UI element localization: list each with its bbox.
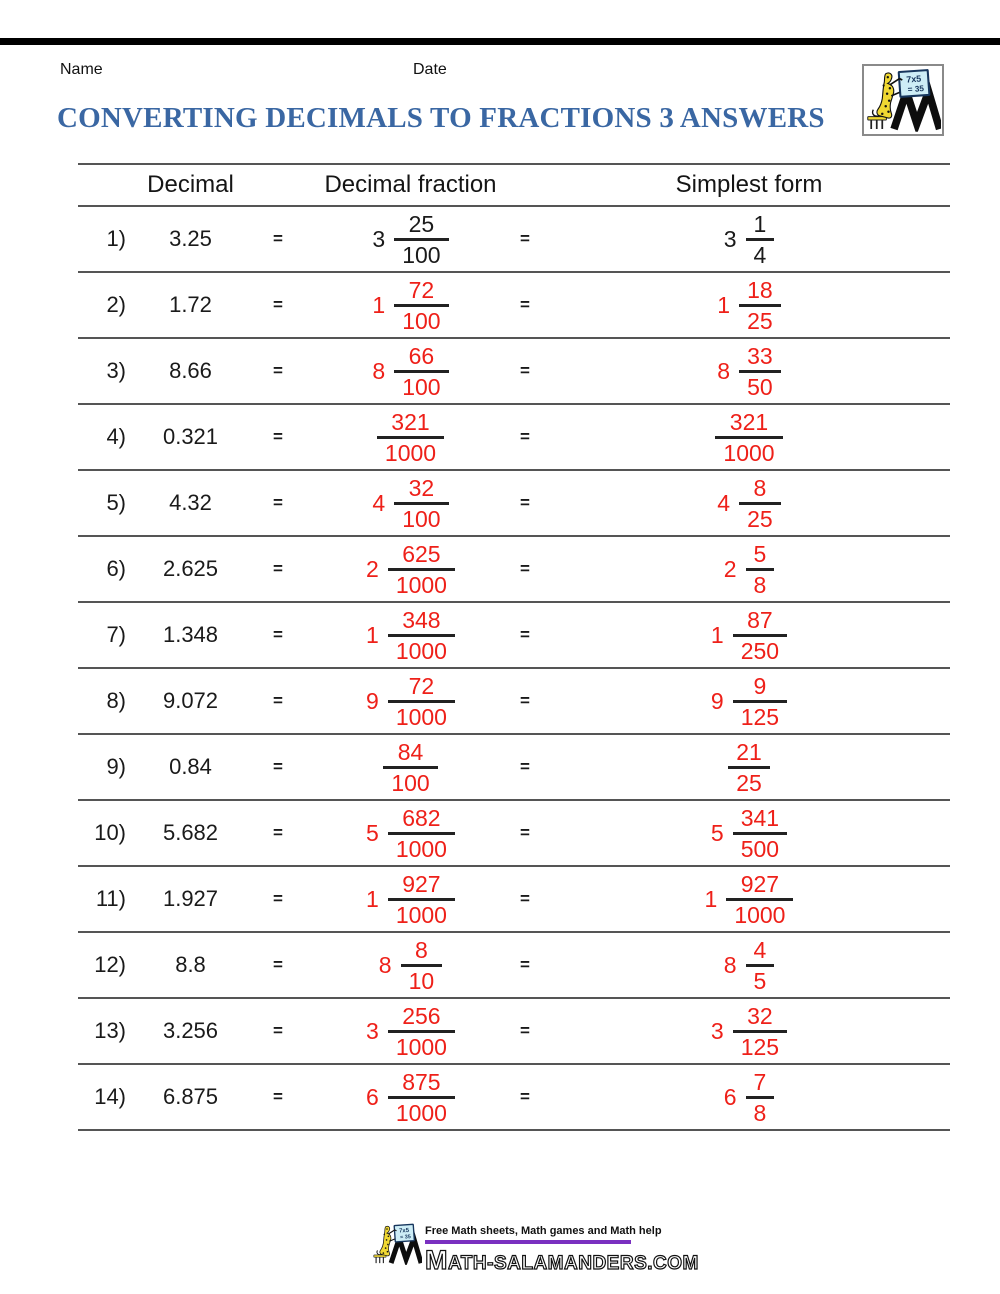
row-number: 7) bbox=[106, 622, 126, 647]
row-number: 13) bbox=[94, 1018, 126, 1043]
equals-sign: = bbox=[273, 295, 283, 314]
row-number: 10) bbox=[94, 820, 126, 845]
whole-number: 4 bbox=[372, 489, 386, 516]
denominator: 1000 bbox=[395, 1033, 447, 1060]
table-row bbox=[78, 999, 950, 1065]
numerator: 321 bbox=[729, 408, 769, 435]
fraction bbox=[388, 805, 455, 862]
fraction-bar bbox=[388, 898, 455, 901]
denominator: 500 bbox=[740, 835, 780, 862]
whole-number: 8 bbox=[723, 951, 737, 978]
equals-sign: = bbox=[273, 493, 283, 512]
equals-sign: = bbox=[520, 889, 530, 908]
header-decimal: Decimal bbox=[147, 171, 234, 198]
numerator: 682 bbox=[402, 804, 441, 831]
equals-sign: = bbox=[273, 559, 283, 578]
whole-number: 1 bbox=[372, 291, 386, 318]
fraction bbox=[746, 937, 775, 994]
numerator: 32 bbox=[408, 474, 435, 501]
whole-number: 2 bbox=[723, 555, 737, 582]
table-row bbox=[78, 207, 950, 273]
fraction-bar bbox=[394, 502, 448, 505]
fraction bbox=[746, 211, 775, 268]
answers-table bbox=[78, 163, 950, 1131]
row-number: 4) bbox=[106, 424, 126, 449]
denominator: 100 bbox=[391, 769, 430, 796]
numerator: 32 bbox=[747, 1002, 773, 1029]
numerator: 875 bbox=[402, 1068, 441, 1095]
whole-number: 2 bbox=[366, 555, 379, 582]
fraction bbox=[401, 937, 443, 994]
decimal-fraction-cell bbox=[303, 277, 518, 334]
footer bbox=[372, 1218, 699, 1276]
table-row bbox=[78, 933, 950, 999]
denominator: 1000 bbox=[723, 439, 775, 466]
whole-number: 3 bbox=[710, 1017, 724, 1044]
denominator: 5 bbox=[753, 967, 767, 994]
numerator: 256 bbox=[402, 1002, 441, 1029]
numerator: 18 bbox=[747, 276, 773, 303]
fraction-bar bbox=[388, 568, 455, 571]
whole-number: 1 bbox=[366, 885, 379, 912]
denominator: 1000 bbox=[395, 1099, 447, 1126]
decimal-value: 1.72 bbox=[169, 292, 212, 317]
denominator: 8 bbox=[753, 1099, 767, 1126]
whole-number: 8 bbox=[717, 357, 731, 384]
numerator: 625 bbox=[402, 540, 441, 567]
fraction bbox=[726, 871, 793, 928]
row-number: 11) bbox=[95, 886, 126, 911]
decimal-fraction-cell bbox=[303, 1069, 518, 1126]
whole-number: 3 bbox=[372, 225, 386, 252]
fraction bbox=[388, 1069, 455, 1126]
denominator: 1000 bbox=[395, 703, 447, 730]
fraction-bar bbox=[739, 370, 781, 373]
numerator: 66 bbox=[408, 342, 435, 369]
denominator: 4 bbox=[753, 241, 767, 268]
numerator: 21 bbox=[736, 738, 762, 765]
whole-number: 1 bbox=[717, 291, 731, 318]
whole-number: 4 bbox=[717, 489, 731, 516]
equals-sign: = bbox=[273, 361, 283, 380]
denominator: 10 bbox=[408, 967, 435, 994]
equals-sign: = bbox=[520, 757, 530, 776]
fraction bbox=[746, 541, 775, 598]
decimal-value: 6.875 bbox=[162, 1084, 219, 1109]
fraction bbox=[739, 475, 781, 532]
whole-number: 5 bbox=[710, 819, 724, 846]
date-label: Date bbox=[413, 61, 447, 78]
fraction bbox=[394, 277, 448, 334]
denominator: 1000 bbox=[395, 835, 447, 862]
table-row bbox=[78, 405, 950, 471]
simplest-form-cell bbox=[568, 739, 950, 796]
equals-sign: = bbox=[520, 955, 530, 974]
numerator: 927 bbox=[740, 870, 780, 897]
numerator: 4 bbox=[753, 936, 767, 963]
equals-sign: = bbox=[273, 1021, 283, 1040]
decimal-value: 3.25 bbox=[169, 226, 212, 251]
table-row bbox=[78, 537, 950, 603]
whole-number: 6 bbox=[366, 1083, 379, 1110]
decimal-fraction-cell bbox=[303, 673, 518, 730]
decimal-value: 0.321 bbox=[162, 424, 219, 449]
fraction-bar bbox=[388, 832, 455, 835]
fraction bbox=[388, 871, 455, 928]
denominator: 1000 bbox=[395, 901, 447, 928]
denominator: 25 bbox=[747, 505, 773, 532]
table-row bbox=[78, 339, 950, 405]
numerator: 87 bbox=[747, 606, 773, 633]
numerator: 7 bbox=[753, 1068, 767, 1095]
salamander-logo-icon bbox=[865, 68, 941, 132]
decimal-fraction-cell bbox=[303, 343, 518, 400]
fraction-bar bbox=[388, 1030, 455, 1033]
decimal-fraction-cell bbox=[303, 1003, 518, 1060]
fraction-bar bbox=[746, 1096, 775, 1099]
denominator: 25 bbox=[736, 769, 762, 796]
denominator: 125 bbox=[740, 703, 780, 730]
table-row bbox=[78, 801, 950, 867]
equals-sign: = bbox=[273, 427, 283, 446]
denominator: 1000 bbox=[384, 439, 437, 466]
simplest-form-cell bbox=[568, 937, 950, 994]
header-simplest-form: Simplest form bbox=[675, 171, 823, 198]
fraction bbox=[733, 607, 787, 664]
decimal-fraction-cell bbox=[303, 937, 518, 994]
whole-number: 9 bbox=[366, 687, 379, 714]
decimal-value: 8.8 bbox=[175, 952, 206, 977]
decimal-value: 2.625 bbox=[162, 556, 219, 581]
fraction-bar bbox=[733, 634, 787, 637]
decimal-value: 1.927 bbox=[162, 886, 219, 911]
table-row bbox=[78, 273, 950, 339]
numerator: 8 bbox=[414, 936, 428, 963]
fraction bbox=[388, 607, 455, 664]
whole-number: 6 bbox=[723, 1083, 737, 1110]
fraction-bar bbox=[383, 766, 437, 769]
equals-sign: = bbox=[520, 559, 530, 578]
numerator: 72 bbox=[408, 276, 435, 303]
decimal-value: 1.348 bbox=[162, 622, 219, 647]
simplest-form-cell bbox=[568, 211, 950, 268]
fraction bbox=[733, 1003, 787, 1060]
denominator: 25 bbox=[747, 307, 773, 334]
decimal-value: 3.256 bbox=[162, 1018, 219, 1043]
decimal-value: 0.84 bbox=[169, 754, 212, 779]
equals-sign: = bbox=[273, 625, 283, 644]
equals-sign: = bbox=[520, 625, 530, 644]
denominator: 250 bbox=[740, 637, 780, 664]
fraction bbox=[394, 343, 448, 400]
fraction bbox=[728, 739, 770, 796]
equals-sign: = bbox=[273, 691, 283, 710]
whole-number: 1 bbox=[710, 621, 724, 648]
fraction-bar bbox=[733, 1030, 787, 1033]
whole-number: 3 bbox=[366, 1017, 379, 1044]
equals-sign: = bbox=[273, 823, 283, 842]
equals-sign: = bbox=[273, 955, 283, 974]
equals-sign: = bbox=[520, 427, 530, 446]
numerator: 8 bbox=[753, 474, 767, 501]
equals-sign: = bbox=[273, 889, 283, 908]
numerator: 84 bbox=[397, 738, 424, 765]
numerator: 341 bbox=[740, 804, 780, 831]
numerator: 33 bbox=[747, 342, 773, 369]
table-row bbox=[78, 1065, 950, 1131]
equals-sign: = bbox=[273, 229, 283, 248]
equals-sign: = bbox=[520, 229, 530, 248]
denominator: 100 bbox=[402, 505, 441, 532]
denominator: 100 bbox=[402, 307, 441, 334]
fraction-bar bbox=[739, 502, 781, 505]
fraction-bar bbox=[401, 964, 443, 967]
table-header-row bbox=[78, 165, 950, 207]
row-number: 14) bbox=[94, 1084, 126, 1109]
equals-sign: = bbox=[520, 691, 530, 710]
simplest-form-cell bbox=[568, 475, 950, 532]
row-number: 12) bbox=[94, 952, 126, 977]
fraction bbox=[377, 409, 444, 466]
decimal-fraction-cell bbox=[303, 541, 518, 598]
fraction bbox=[394, 475, 448, 532]
denominator: 100 bbox=[402, 241, 441, 268]
numerator: 72 bbox=[408, 672, 435, 699]
denominator: 100 bbox=[402, 373, 441, 400]
simplest-form-cell bbox=[568, 607, 950, 664]
fraction-bar bbox=[388, 634, 455, 637]
simplest-form-cell bbox=[568, 871, 950, 928]
denominator: 125 bbox=[740, 1033, 780, 1060]
decimal-fraction-cell bbox=[303, 475, 518, 532]
fraction bbox=[746, 1069, 775, 1126]
fraction bbox=[388, 1003, 455, 1060]
equals-sign: = bbox=[273, 757, 283, 776]
table-row bbox=[78, 735, 950, 801]
simplest-form-cell bbox=[568, 1003, 950, 1060]
table-row bbox=[78, 603, 950, 669]
numerator: 5 bbox=[753, 540, 767, 567]
table-row bbox=[78, 867, 950, 933]
name-label: Name bbox=[60, 61, 103, 78]
denominator: 1000 bbox=[395, 637, 447, 664]
table-row bbox=[78, 669, 950, 735]
decimal-fraction-cell bbox=[303, 739, 518, 796]
footer-tagline: Free Math sheets, Math games and Math help bbox=[425, 1225, 662, 1237]
numerator: 348 bbox=[402, 606, 441, 633]
fraction-bar bbox=[746, 238, 775, 241]
numerator: 1 bbox=[753, 210, 767, 237]
footer-purple-rule bbox=[425, 1240, 631, 1244]
simplest-form-cell bbox=[568, 277, 950, 334]
denominator: 8 bbox=[753, 571, 767, 598]
row-number: 3) bbox=[106, 358, 126, 383]
table-body bbox=[78, 207, 950, 1131]
equals-sign: = bbox=[520, 361, 530, 380]
fraction-bar bbox=[394, 238, 448, 241]
simplest-form-cell bbox=[568, 541, 950, 598]
fraction bbox=[733, 805, 787, 862]
fraction bbox=[733, 673, 787, 730]
fraction bbox=[739, 277, 781, 334]
decimal-fraction-cell bbox=[303, 871, 518, 928]
equals-sign: = bbox=[273, 1087, 283, 1106]
whole-number: 3 bbox=[723, 225, 737, 252]
header-decimal-fraction: Decimal fraction bbox=[324, 171, 497, 198]
whole-number: 8 bbox=[378, 951, 392, 978]
fraction-bar bbox=[377, 436, 444, 439]
fraction bbox=[394, 211, 448, 268]
fraction bbox=[388, 541, 455, 598]
decimal-value: 4.32 bbox=[169, 490, 212, 515]
fraction-bar bbox=[733, 832, 787, 835]
fraction-bar bbox=[739, 304, 781, 307]
simplest-form-cell bbox=[568, 409, 950, 466]
fraction-bar bbox=[388, 700, 455, 703]
fraction-bar bbox=[388, 1096, 455, 1099]
fraction-bar bbox=[394, 370, 448, 373]
page-title: CONVERTING DECIMALS TO FRACTIONS 3 ANSWERS bbox=[57, 102, 825, 134]
fraction-bar bbox=[715, 436, 782, 439]
row-number: 2) bbox=[106, 292, 126, 317]
decimal-fraction-cell bbox=[303, 409, 518, 466]
row-number: 6) bbox=[106, 556, 126, 581]
whole-number: 1 bbox=[704, 885, 718, 912]
simplest-form-cell bbox=[568, 673, 950, 730]
equals-sign: = bbox=[520, 493, 530, 512]
numerator: 321 bbox=[391, 408, 430, 435]
fraction bbox=[715, 409, 782, 466]
numerator: 9 bbox=[753, 672, 767, 699]
salamander-logo bbox=[862, 64, 944, 136]
simplest-form-cell bbox=[568, 805, 950, 862]
decimal-value: 9.072 bbox=[162, 688, 219, 713]
simplest-form-cell bbox=[568, 1069, 950, 1126]
footer-text-block bbox=[425, 1218, 699, 1276]
equals-sign: = bbox=[520, 823, 530, 842]
numerator: 927 bbox=[402, 870, 441, 897]
footer-wordmark: MATH-SALAMANDERS.COM bbox=[425, 1245, 699, 1275]
fraction bbox=[739, 343, 781, 400]
row-number: 8) bbox=[106, 688, 126, 713]
top-rule bbox=[0, 38, 1000, 45]
fraction bbox=[383, 739, 437, 796]
decimal-fraction-cell bbox=[303, 607, 518, 664]
fraction bbox=[388, 673, 455, 730]
numerator: 25 bbox=[408, 210, 435, 237]
denominator: 1000 bbox=[734, 901, 786, 928]
fraction-bar bbox=[726, 898, 793, 901]
equals-sign: = bbox=[520, 295, 530, 314]
decimal-value: 8.66 bbox=[169, 358, 212, 383]
whole-number: 9 bbox=[710, 687, 724, 714]
simplest-form-cell bbox=[568, 343, 950, 400]
fraction-bar bbox=[746, 568, 775, 571]
row-number: 9) bbox=[106, 754, 126, 779]
fraction-bar bbox=[728, 766, 770, 769]
whole-number: 1 bbox=[366, 621, 379, 648]
fraction-bar bbox=[394, 304, 448, 307]
footer-salamander-logo-icon bbox=[372, 1222, 422, 1266]
row-number: 1) bbox=[106, 226, 126, 251]
decimal-fraction-cell bbox=[303, 211, 518, 268]
whole-number: 8 bbox=[372, 357, 386, 384]
denominator: 1000 bbox=[395, 571, 447, 598]
denominator: 50 bbox=[747, 373, 773, 400]
table-row bbox=[78, 471, 950, 537]
equals-sign: = bbox=[520, 1087, 530, 1106]
decimal-fraction-cell bbox=[303, 805, 518, 862]
row-number: 5) bbox=[106, 490, 126, 515]
decimal-value: 5.682 bbox=[162, 820, 219, 845]
whole-number: 5 bbox=[366, 819, 379, 846]
fraction-bar bbox=[733, 700, 787, 703]
fraction-bar bbox=[746, 964, 775, 967]
equals-sign: = bbox=[520, 1021, 530, 1040]
